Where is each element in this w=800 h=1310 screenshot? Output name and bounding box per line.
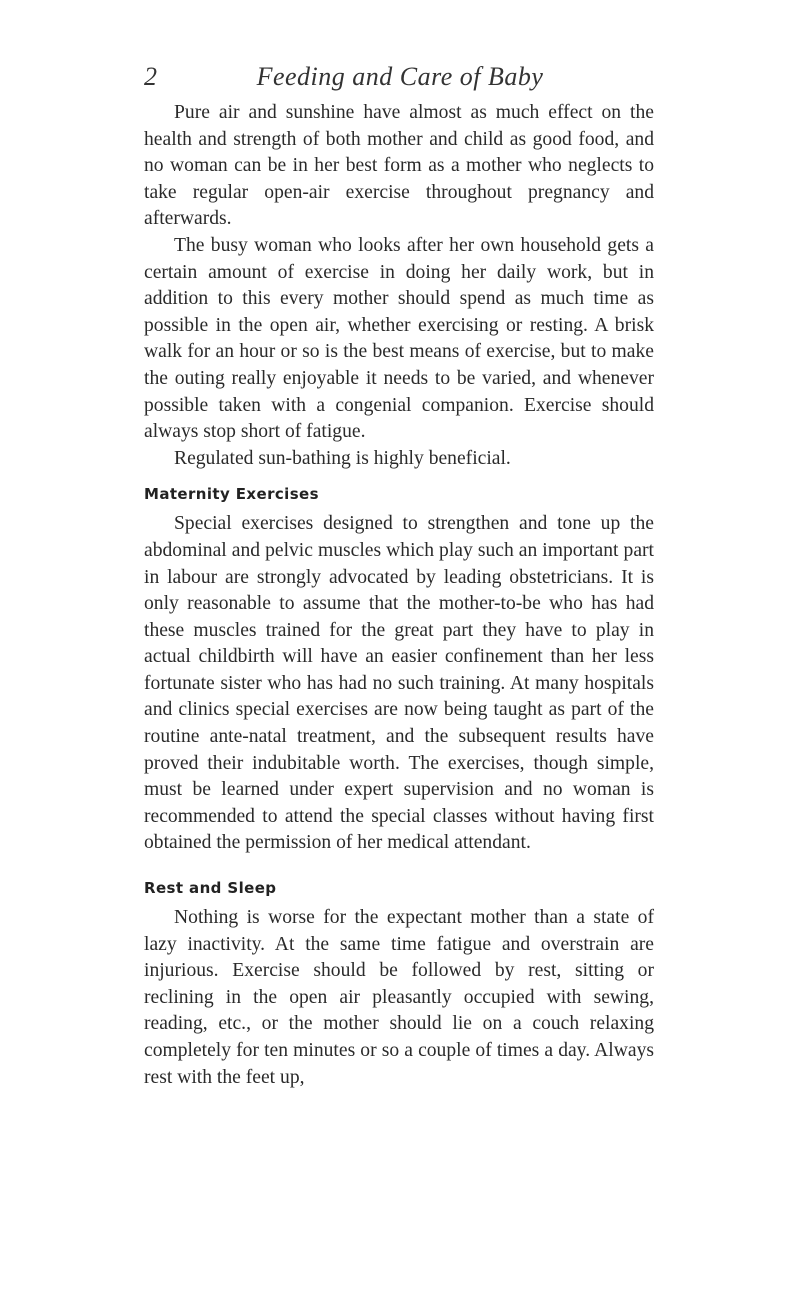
heading-maternity-exercises: Maternity Exercises <box>144 485 319 504</box>
running-title: Feeding and Care of Baby <box>256 62 544 91</box>
page-number: 2 <box>144 62 157 91</box>
heading-rest-and-sleep: Rest and Sleep <box>144 879 277 898</box>
running-head <box>0 62 800 96</box>
page-body <box>144 100 654 1091</box>
paragraph-rest-and-sleep: Nothing is worse for the expectant mother than a state of lazy inactivity. At the same time fatigue and overstrain are injurious. Exercise should be followed by rest, sitting or reclining in the open air pleasantly occupied with sewing, reading, etc., or the mother should lie on a couch relaxing completely for ten minutes or so a couple of times a day. Always rest with the feet up, <box>144 907 654 1088</box>
paragraph-sun-bathing: Regulated sun-bathing is highly beneficial. <box>174 447 511 469</box>
paragraph-maternity-exercises: Special exercises designed to strengthen and tone up the abdominal and pelvic muscles which play such an important part in labour are strongly advocated by leading obstetricians. It is only reasonable to assume that the mother-to-be who has had these muscles trained for the great part they have to play in actual childbirth will have an easier confinement than her less fortunate sister who has had no such training. At many hospitals and clinics special exercises are now being taught as part of the routine ante-natal treatment, and the subsequent results have proved their indubitable worth. The exercises, though simple, must be learned under expert supervision and no woman is recommended to attend the special classes without having first obtained the permission of her medical attendant. <box>144 513 654 854</box>
paragraph-exercise: The busy woman who looks after her own household gets a certain amount of exercise in doing her daily work, but in addition to this every mother should spend as much time as possible in the open air, whether exercising or resting. A brisk walk for an hour or so is the best means of exercise, but to make the outing really enjoyable it needs to be varied, and whenever possible taken with a congenial companion. Exercise should always stop short of fatigue. <box>144 234 654 443</box>
paragraph-fresh-air: Pure air and sunshine have almost as much effect on the health and strength of both mother and child as good food, and no woman can be in her best form as a mother who neglects to take regular open-air exercise throughout pregnancy and afterwards. <box>144 102 654 230</box>
